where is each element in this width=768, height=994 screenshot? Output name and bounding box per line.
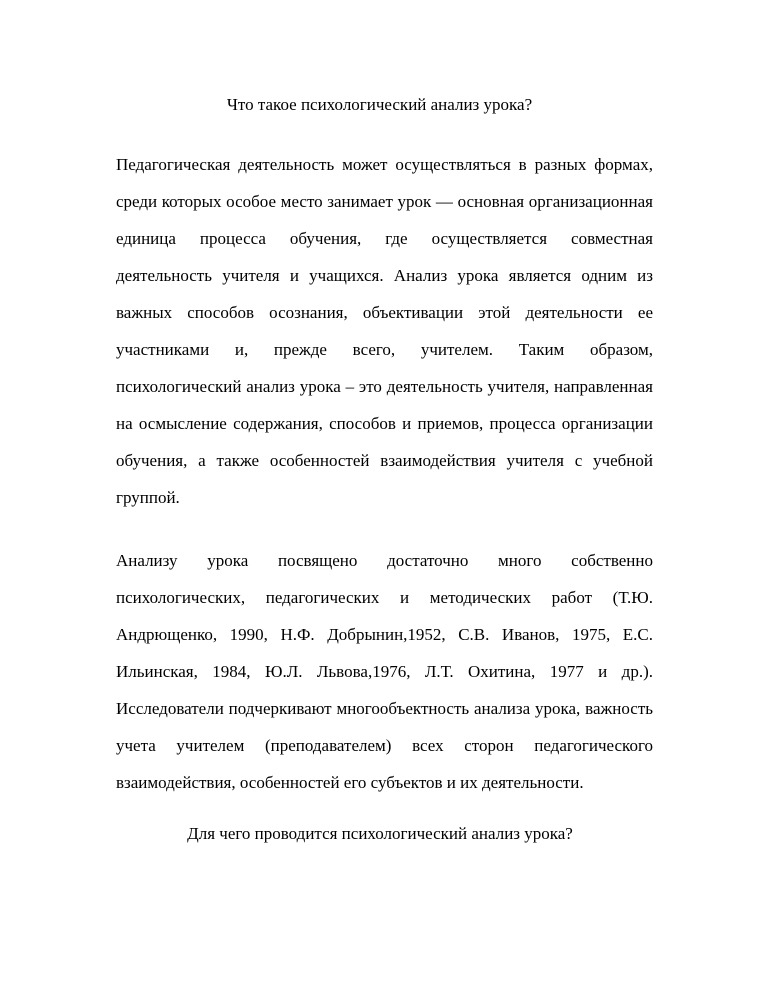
section-heading-what-is-analysis: Что такое психологический анализ урока? [226,95,533,114]
section-heading-why-analysis: Для чего проводится психологический анализ урока? [187,824,573,843]
document-page [116,94,653,845]
paragraph-literature: Анализу урока посвящено достаточно много собственно психологических, педагогических и методических работ (Т.Ю. Андрющенко, 1990, Н.Ф. Добрынин,1952, С.В. Иванов, 1975, Е.С. Ильинская, 1984, Ю.Л. Львова,1976, Л.Т. Охитина, 1977 и др.). Исследователи подчеркивают многообъектность анализа урока, важность учета учителем (преподавателем) всех сторон педагогического взаимодействия, особенностей его субъектов и их деятельности. [116,551,653,792]
paragraph-definition: Педагогическая деятельность может осуществляться в разных формах, среди которых особое место занимает урок — основная организационная единица процесса обучения, где осуществляется совместная деятельность учителя и учащихся. Анализ урока является одним из важных способов осознания, объективации этой деятельности ее участниками и, прежде всего, учителем. Таким образом, психологический анализ урока – это деятельность учителя, направленная на осмысление содержания, способов и приемов, процесса организации обучения, а также особенностей взаимодействия учителя с учебной группой. [116,155,653,507]
